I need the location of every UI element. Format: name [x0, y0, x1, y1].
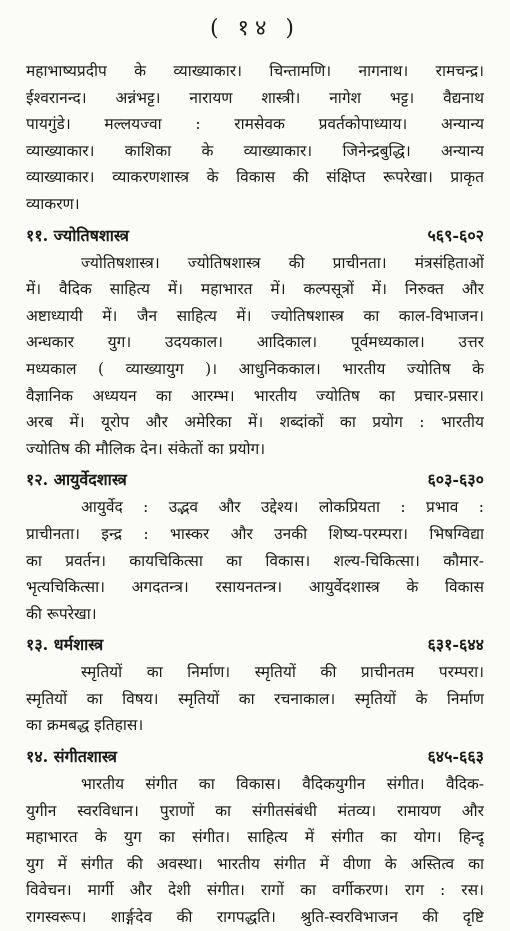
text-line: अष्टाध्यायी में। जैन साहित्य में। ज्योतिषशास्त्र का काल-विभाजन। [26, 306, 484, 325]
section-jyotish [26, 222, 484, 463]
section-page-range: ५६९-६०२ [427, 225, 484, 245]
section-page-range: ६३१-६४४ [427, 635, 484, 655]
section-page-range: ६४५-६६३ [427, 747, 484, 767]
section-title: १३. धर्मशास्त्र [26, 635, 104, 655]
section-sangeet [26, 743, 484, 931]
text-line: ज्योतिष की मौलिक देन। संकेतों का प्रयोग। [26, 439, 266, 458]
section-paragraph [26, 494, 484, 627]
text-line: महाभारत के युग का संगीत। साहित्य में संगीत का योग। हिन्दू [26, 828, 484, 847]
text-line: स्मृतियों का विषय। स्मृतियों का रचनाकाल। स्मृतियों के निर्माण [26, 689, 484, 708]
page-number: ( १४ ) [209, 16, 301, 41]
section-paragraph [26, 250, 484, 463]
text-line: भारतीय संगीत का विकास। वैदिकयुगीन संगीत। वैदिक- [81, 775, 484, 794]
section-heading [26, 222, 484, 250]
text-line: युगीन स्वरविधान। पुराणों का संगीतसंबंधी मंतव्य। रामायण और [26, 801, 484, 820]
section-title: १२. आयुर्वेदशास्त्र [26, 470, 127, 490]
text-line: विवेचन। मार्गी और देशी संगीत। रागों का वर्गीकरण। राग : रस। [26, 881, 484, 900]
section-paragraph [26, 771, 484, 931]
text-line: पायगुंडे। मल्लयज्वा : रामसेवक प्रवर्तकोपाध्याय। अन्यान्य [26, 115, 484, 134]
text-line: युग में संगीत की अवस्था। भारतीय संगीत में वीणा के अस्तित्व का [26, 854, 484, 873]
text-line: का प्रवर्तन। कायचिकित्सा का विकास। शल्य-चिकित्सा। कौमार- [26, 551, 484, 570]
text-line: व्याख्याकार। व्याकरणशास्त्र के विकास की संक्षिप्त रूपरेखा। प्राकृत [26, 168, 484, 187]
text-line: प्राचीनता। इन्द्र : भास्कर और उनकी शिष्य-परम्परा। भिषग्विद्या [26, 524, 484, 543]
text-line: स्मृतियों का निर्माण। स्मृतियों की प्राचीनतम परम्परा। [81, 663, 484, 682]
text-line: की रूपरेखा। [26, 604, 97, 623]
section-title: १४. संगीतशास्त्र [26, 747, 117, 767]
text-line: रागस्वरूप। शार्ङ्गदेव की रागपद्धति। श्रुति-स्वरविभाजन की दृष्टि [26, 908, 484, 927]
section-heading [26, 631, 484, 659]
text-line: अरब में। यूरोप और अमेरिका में। शब्दांकों का प्रयोग : भारतीय [26, 413, 484, 432]
text-line: आयुर्वेद : उद्भव और उद्देश्य। लोकप्रियता : प्रभाव : [81, 498, 484, 517]
section-heading [26, 743, 484, 771]
text-line: भृत्यचिकित्सा। अगदतन्त्र। रसायनतन्त्र। आयुर्वेदशास्त्र के विकास [26, 578, 484, 597]
section-dharma [26, 631, 484, 739]
section-paragraph [26, 659, 484, 739]
text-line: ईश्वरानन्द। अन्नंभट्ट। नारायण शास्त्री। नागेश भट्ट। वैद्यनाथ [26, 88, 484, 107]
text-line: मध्यकाल ( व्याख्यायुग )। आधुनिककाल। भारतीय ज्योतिष के [26, 359, 484, 378]
text-line: व्याख्याकार। काशिका के व्याख्याकार। जिनेन्द्रबुद्धि। अन्यान्य [26, 141, 484, 160]
text-line: ज्योतिषशास्त्र। ज्योतिषशास्त्र की प्राचीनता। मंत्रसंहिताओं [81, 253, 484, 272]
text-line: व्याकरण। [26, 194, 80, 213]
section-title: ११. ज्योतिषशास्त्र [26, 225, 129, 245]
section-heading [26, 466, 484, 494]
text-line: में। वैदिक साहित्य में। महाभारत में। कल्पसूत्रों में। निरुक्त और [26, 280, 484, 299]
text-line: महाभाष्यप्रदीप के व्याख्याकार। चिन्तामणि। नागनाथ। रामचन्द्र। [26, 62, 484, 80]
text-line: अन्धकार युग। उदयकाल। आदिकाल। पूर्वमध्यकाल। उत्तर [26, 333, 484, 352]
section-page-range: ६०३-६३० [427, 470, 484, 490]
section-ayurved [26, 466, 484, 627]
text-line: वैज्ञानिक अध्ययन का आरम्भ। भारतीय ज्योतिष का प्रचार-प्रसार। [26, 386, 484, 405]
text-line: का क्रमबद्ध इतिहास। [26, 716, 144, 735]
intro-paragraph [26, 58, 484, 218]
